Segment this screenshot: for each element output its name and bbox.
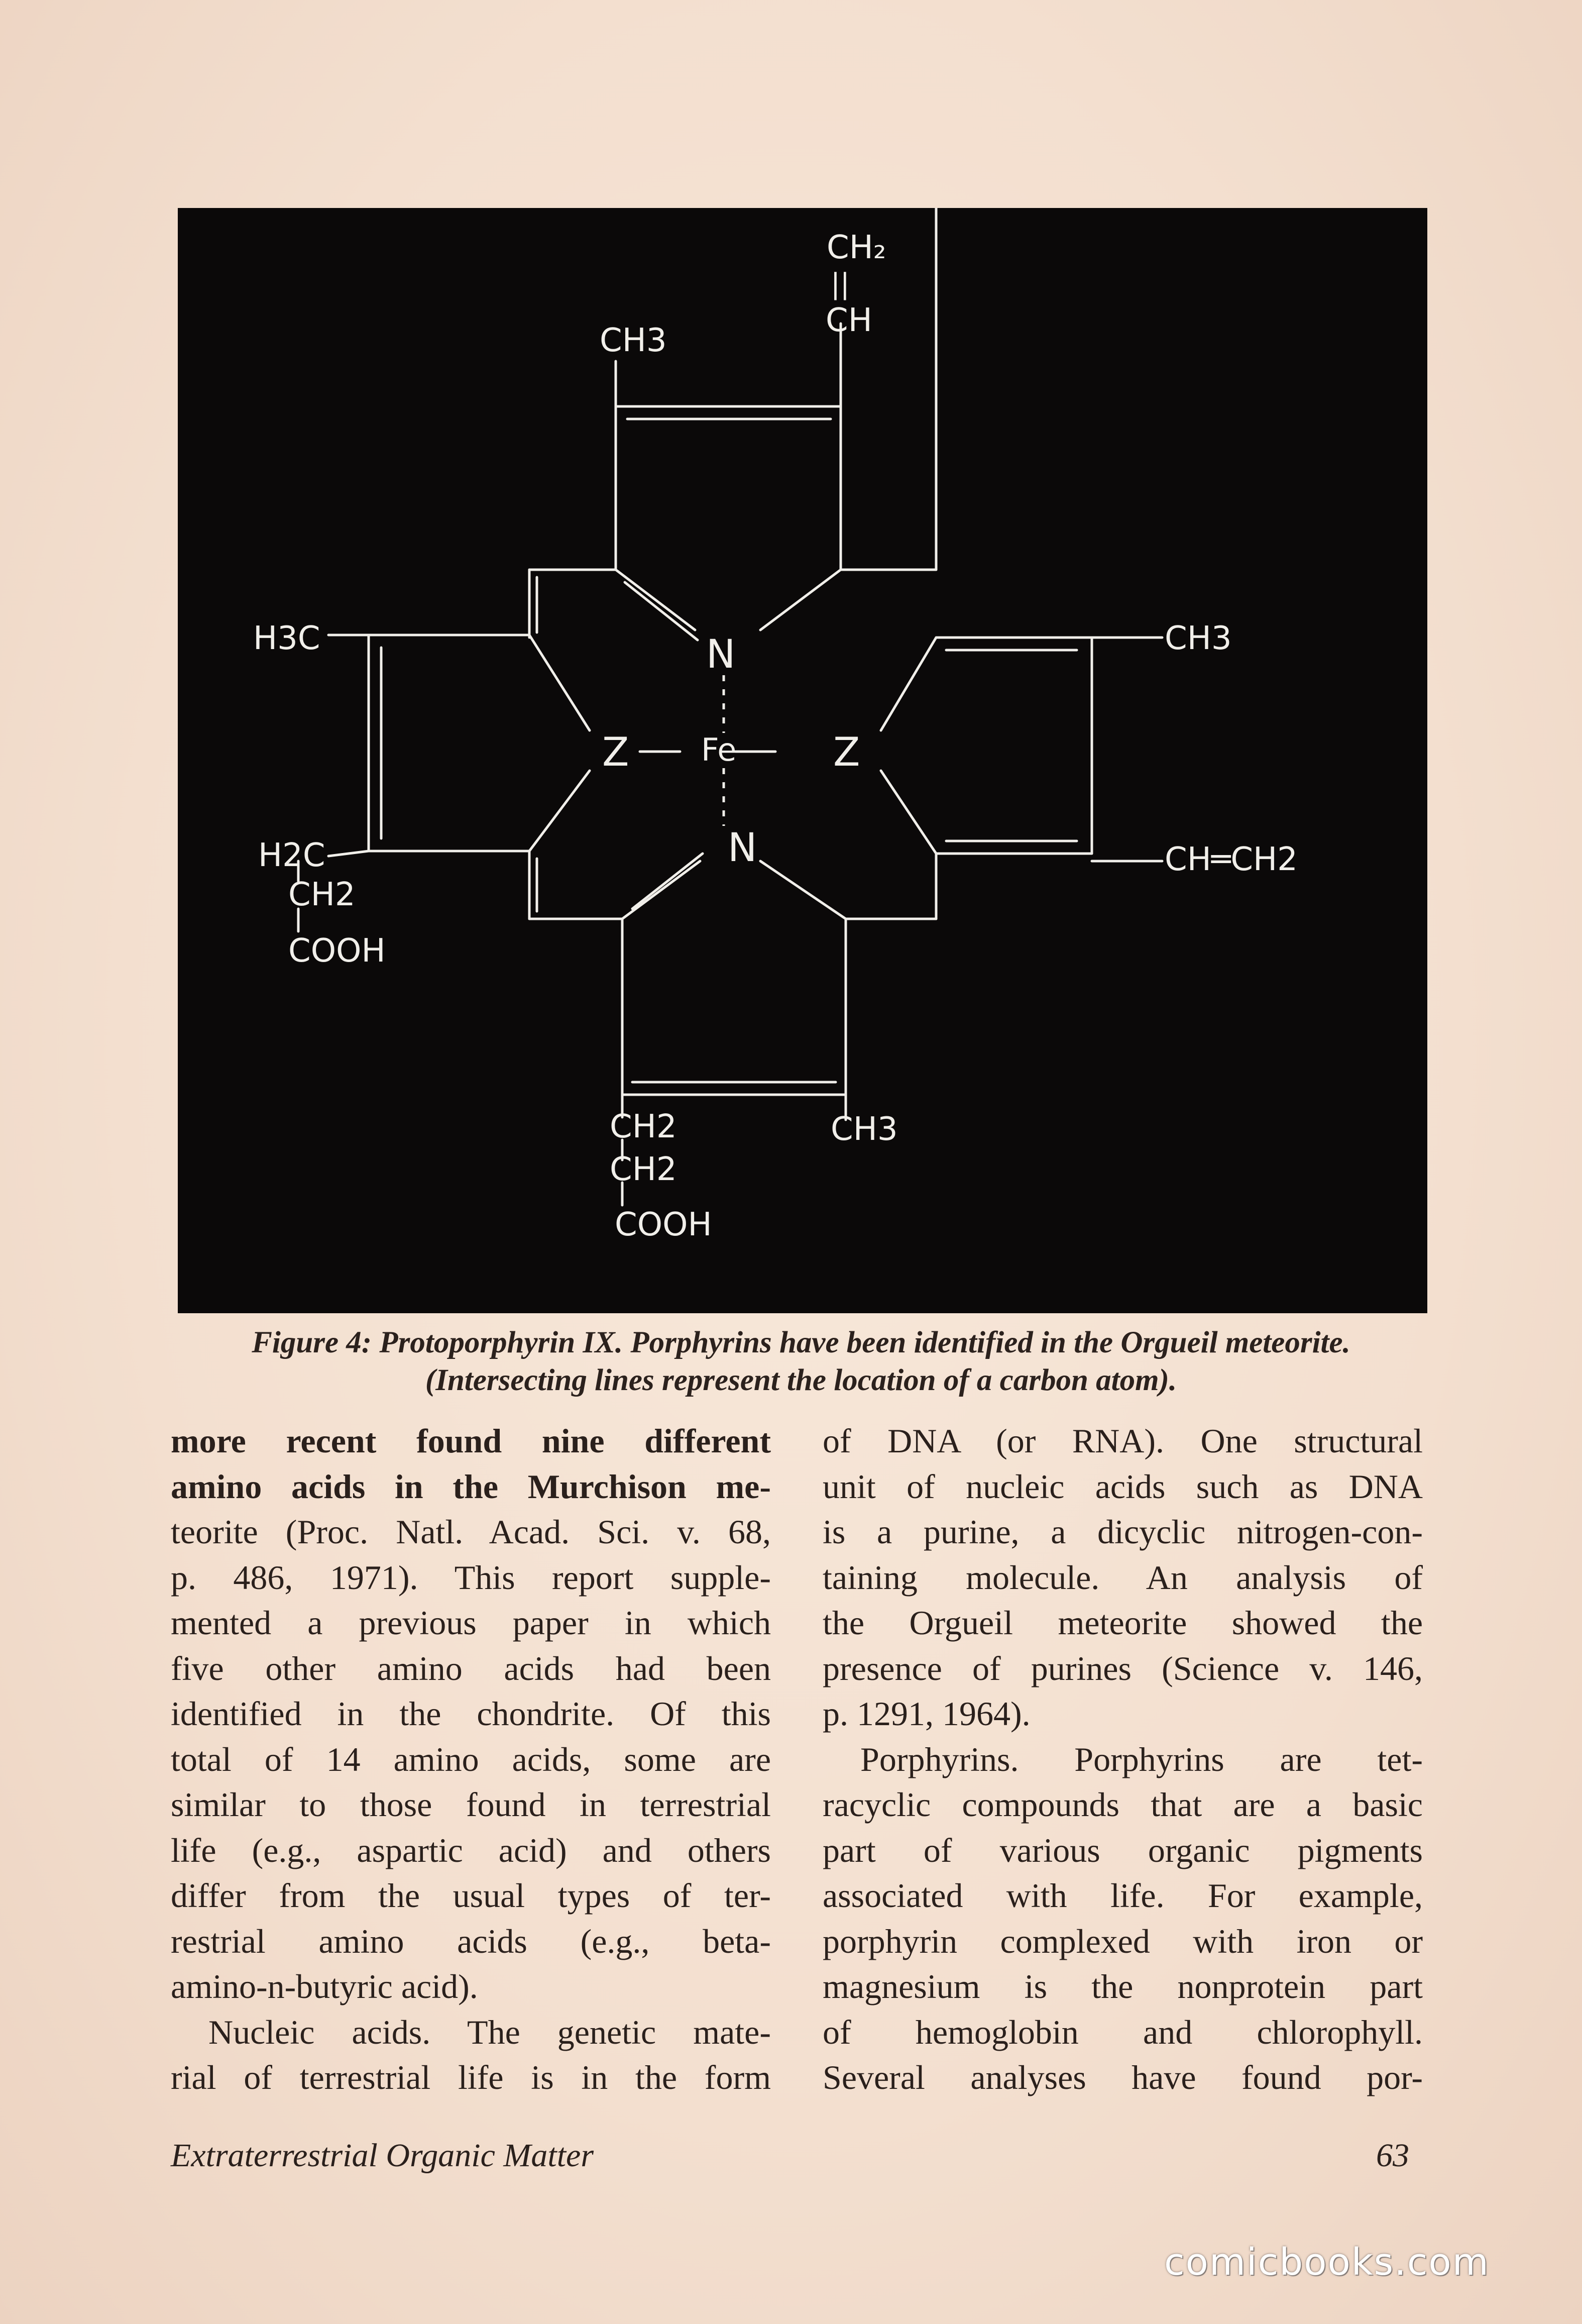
right-line-13: magnesium is the nonprotein part (823, 1967, 1423, 2005)
label-top-ch2: CH₂ (827, 229, 886, 266)
label-bottom-ch2-a: CH2 (610, 1108, 677, 1145)
caption-line-1: Figure 4: Protoporphyrin IX. Porphyrins have been identified in the Orgueil meteorite. (252, 1326, 1350, 1359)
right-line-3: is a purine, a dicyclic nitrogen-con- (823, 1513, 1423, 1551)
label-n-bottom: N (728, 825, 757, 871)
right-line-8: Porphyrins. Porphyrins are tet- (860, 1740, 1423, 1778)
label-bottom-ch3: CH3 (831, 1111, 898, 1148)
left-line-2: amino acids in the Murchison me- (171, 1467, 771, 1506)
left-column (171, 1418, 771, 2100)
left-line-8: total of 14 amino acids, some are (171, 1740, 771, 1778)
caption-line-2: (Intersecting lines represent the location of a carbon atom). (425, 1363, 1177, 1397)
left-line-1: more recent found nine different (171, 1422, 771, 1460)
left-line-12: restrial amino acids (e.g., beta- (171, 1922, 771, 1960)
right-line-2: unit of nucleic acids such as DNA (823, 1467, 1423, 1506)
left-line-3: teorite (Proc. Natl. Acad. Sci. v. 68, (171, 1513, 771, 1551)
label-bottom-ch2-b: CH2 (610, 1151, 677, 1188)
label-n-right: Z (833, 730, 860, 775)
label-right-ch3: CH3 (1165, 620, 1232, 657)
left-line-10: life (e.g., aspartic acid) and others (171, 1831, 771, 1869)
label-fe: Fe (701, 731, 737, 768)
left-line-7: identified in the chondrite. Of this (171, 1695, 771, 1733)
label-left-ch2: CH2 (288, 876, 356, 913)
right-line-10: part of various organic pigments (823, 1831, 1423, 1869)
page-number: 63 (1376, 2137, 1409, 2174)
left-line-4: p. 486, 1971). This report supple- (171, 1558, 771, 1597)
right-line-5: the Orgueil meteorite showed the (823, 1604, 1423, 1642)
right-line-1: of DNA (or RNA). One structural (823, 1422, 1423, 1460)
watermark-logo: comicbooks.com (1164, 2241, 1490, 2284)
label-left-h2c: H2C (258, 837, 325, 874)
label-top-ch3: CH3 (600, 322, 667, 359)
right-line-11: associated with life. For example, (823, 1876, 1423, 1915)
left-line-5: mented a previous paper in which (171, 1604, 771, 1642)
figure-caption (151, 1324, 1451, 1399)
left-line-9: similar to those found in terrestrial (171, 1785, 771, 1824)
label-n-top: N (706, 632, 736, 677)
running-footer-title: Extraterrestrial Organic Matter (171, 2137, 594, 2174)
right-line-15: Several analyses have found por- (823, 2058, 1423, 2096)
label-bottom-cooh: COOH (615, 1206, 712, 1243)
right-line-7: p. 1291, 1964). (823, 1695, 1031, 1733)
figure-protoporphyrin (178, 208, 1427, 1313)
left-line-11: differ from the usual types of ter- (171, 1876, 771, 1915)
label-left-h3c: H3C (253, 620, 320, 657)
chemical-structure-diagram (178, 208, 1427, 1313)
label-right-vinyl: CH═CH2 (1165, 841, 1298, 878)
left-line-13: amino-n-butyric acid). (171, 1967, 478, 2005)
label-left-cooh: COOH (288, 932, 386, 970)
left-line-6: five other amino acids had been (171, 1649, 771, 1687)
right-line-12: porphyrin complexed with iron or (823, 1922, 1423, 1960)
left-line-14: Nucleic acids. The genetic mate- (208, 2013, 771, 2051)
right-line-6: presence of purines (Science v. 146, (823, 1649, 1423, 1687)
label-top-ch: CH (826, 302, 872, 339)
right-column (823, 1418, 1423, 2100)
label-top-double-bond: || (831, 268, 850, 300)
left-line-15: rial of terrestrial life is in the form (171, 2058, 771, 2096)
right-line-14: of hemoglobin and chlorophyll. (823, 2013, 1423, 2051)
right-line-4: taining molecule. An analysis of (823, 1558, 1423, 1597)
right-line-9: racyclic compounds that are a basic (823, 1785, 1423, 1824)
label-n-left: Z (602, 730, 629, 775)
